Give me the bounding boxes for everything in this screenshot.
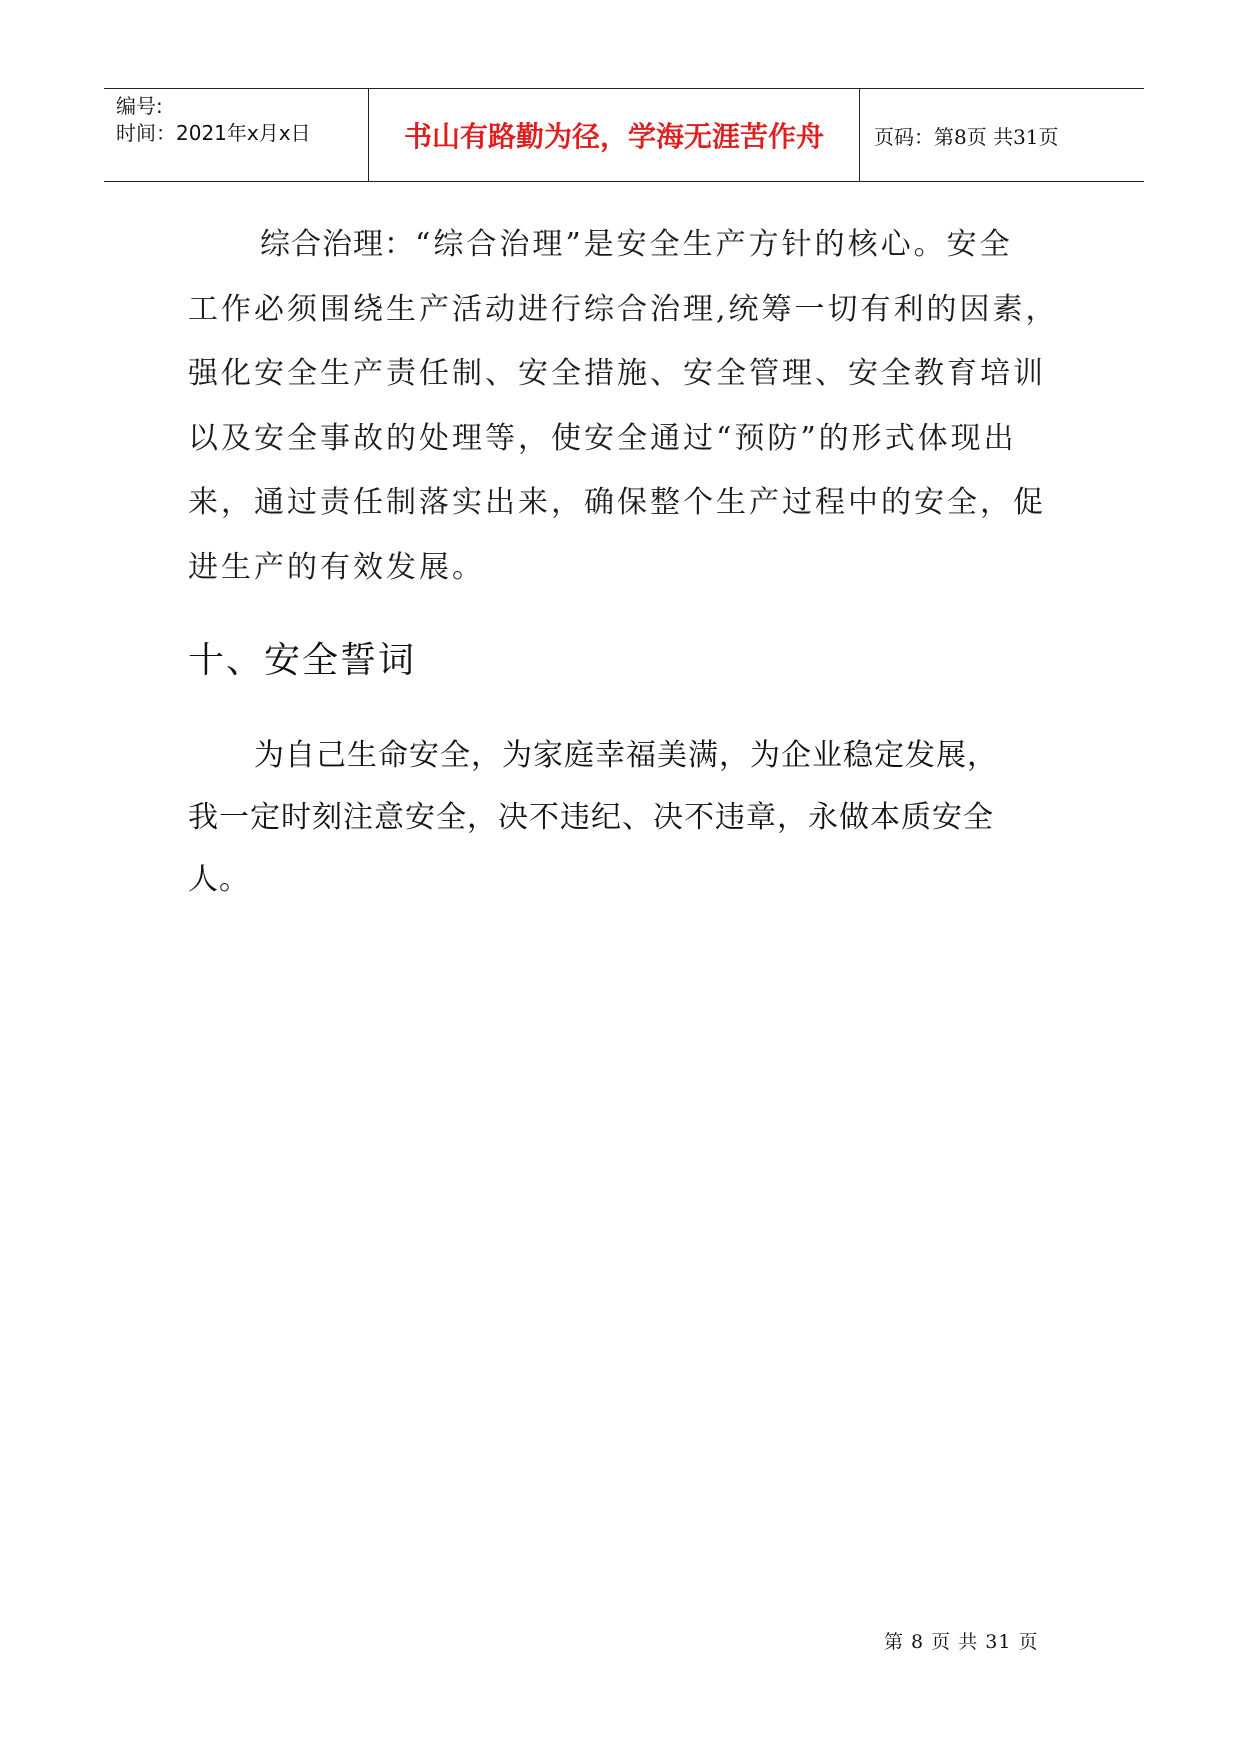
header-page-info: 页码：第8页 共31页 bbox=[874, 124, 1059, 149]
document-number-label: 编号: bbox=[116, 94, 163, 118]
pledge-line: 人。 bbox=[188, 862, 250, 897]
paragraph-line bbox=[188, 213, 1088, 278]
paragraph-line: 强化安全生产责任制、安全措施、安全管理、安全教育培训 bbox=[188, 356, 1046, 392]
paragraph-line: 工作必须围绕生产活动进行综合治理,统筹一切有利的因素， bbox=[188, 291, 1059, 327]
page-footer: 第 8 页 共 31 页 bbox=[884, 1631, 1039, 1653]
paragraph-lead-term: 综合治理： bbox=[260, 227, 415, 262]
header-divider bbox=[368, 89, 369, 181]
pledge-line-text: 为自己生命安全，为家庭幸福美满，为企业稳定发展， bbox=[254, 738, 998, 773]
page-header bbox=[104, 88, 1144, 182]
header-divider bbox=[859, 89, 860, 181]
pledge-line bbox=[188, 725, 1088, 787]
safety-pledge-paragraph bbox=[188, 725, 1088, 911]
paragraph-line-text: “综合治理”是安全生产方针的核心。安全 bbox=[415, 227, 1013, 262]
header-motto: 书山有路勤为径，学海无涯苦作舟 bbox=[403, 120, 824, 153]
paragraph-line: 以及安全事故的处理等，使安全通过“预防”的形式体现出 bbox=[188, 420, 1017, 456]
pledge-line: 我一定时刻注意安全，决不违纪、决不违章，永做本质安全 bbox=[188, 800, 994, 835]
document-date-label: 时间：2021年x月x日 bbox=[116, 121, 311, 145]
header-meta bbox=[116, 93, 311, 147]
paragraph-line: 来，通过责任制落实出来，确保整个生产过程中的安全，促 bbox=[188, 485, 1046, 521]
comprehensive-governance-paragraph bbox=[188, 213, 1088, 601]
section-heading-safety-pledge: 十、安全誓词 bbox=[188, 640, 417, 681]
paragraph-line: 进生产的有效发展。 bbox=[188, 549, 485, 585]
